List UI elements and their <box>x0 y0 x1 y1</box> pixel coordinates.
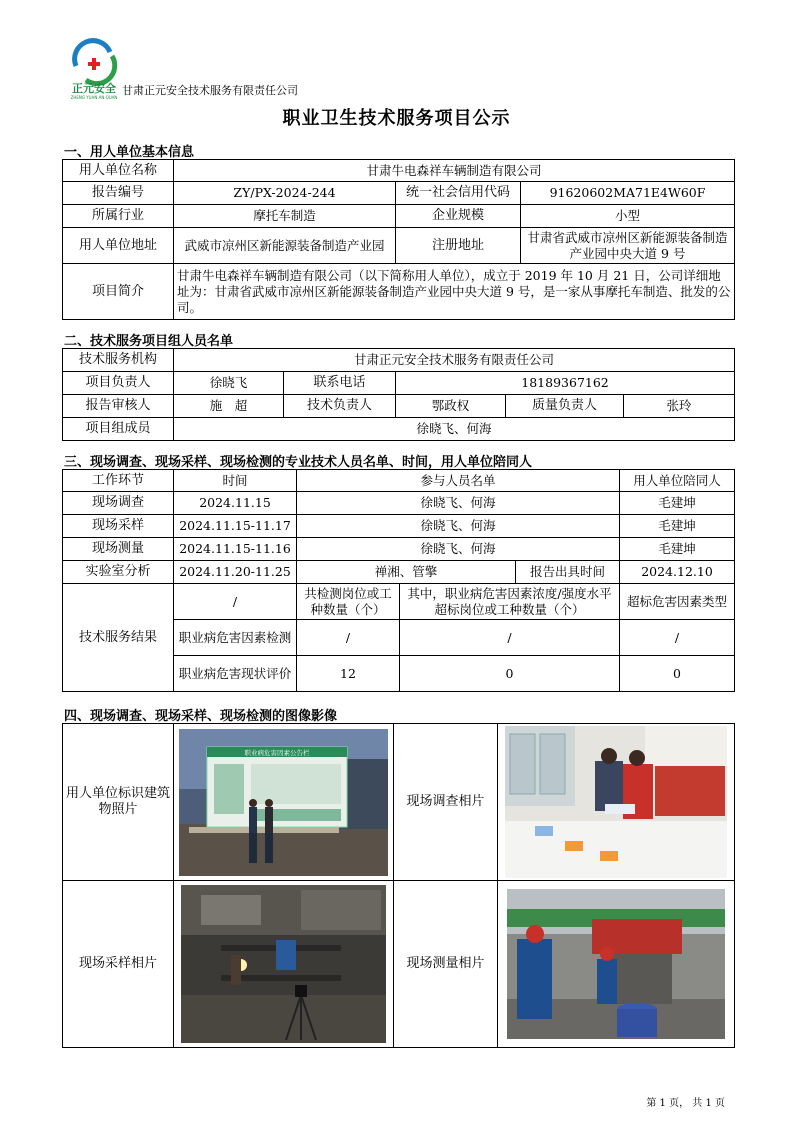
tech-lead-label: 技术负责人 <box>284 395 396 418</box>
employer-label: 用人单位名称 <box>63 160 174 182</box>
result-col1-header: 共检测岗位或工种数量（个） <box>297 584 400 620</box>
page-number: 第 1 页， 共 1 页 <box>646 1098 725 1109</box>
photo1-label: 用人单位标识建筑物照片 <box>63 724 174 881</box>
lab-stage: 实验室分析 <box>63 561 174 584</box>
photo4-label: 现场测量相片 <box>394 881 498 1048</box>
report-no-label: 报告编号 <box>63 182 174 205</box>
result-row2-col1: 12 <box>297 656 400 692</box>
result-row2-col2: 0 <box>400 656 620 692</box>
address-label: 用人单位地址 <box>63 228 174 264</box>
row-stage: 现场测量 <box>63 538 174 561</box>
members-value: 徐晓飞、何海 <box>174 418 735 441</box>
result-col2-header: 其中，职业病危害因素浓度/强度水平超标岗位或工种数量（个） <box>400 584 620 620</box>
quality-value: 张玲 <box>624 395 735 418</box>
col-stage-header: 工作环节 <box>63 470 174 492</box>
row-escort: 毛建坤 <box>620 538 735 561</box>
report-no-value: ZY/PX-2024-244 <box>174 182 396 205</box>
fieldwork-table <box>62 469 735 692</box>
row-time: 2024.11.15-11.16 <box>174 538 297 561</box>
col-escort-header: 用人单位陪同人 <box>620 470 735 492</box>
photo3-label: 现场采样相片 <box>63 881 174 1048</box>
logo-text: 正元安全 <box>72 82 116 95</box>
scale-label: 企业规模 <box>396 205 521 228</box>
intro-value: 甘肃牛电森祥车辆制造有限公司（以下简称用人单位），成立于 2019 年 10 月 21 日，公司详细地址为：甘肃省武威市凉州区新能源装备制造产业园中央大道 9 号，是一家从事摩托车制造、批发的公司。 <box>174 264 735 320</box>
agency-label: 技术服务机构 <box>63 349 174 372</box>
sampling-photo <box>181 885 386 1043</box>
result-row2-label: 职业病危害现状评价 <box>174 656 297 692</box>
col-people-header: 参与人员名单 <box>297 470 620 492</box>
employer-value: 甘肃牛电森祥车辆制造有限公司 <box>174 160 735 182</box>
table-row <box>63 515 735 538</box>
agency-value: 甘肃正元安全技术服务有限责任公司 <box>174 349 735 372</box>
section3-heading: 三、现场调查、现场采样、现场检测的专业技术人员名单、时间，用人单位陪同人 <box>64 455 533 470</box>
result-row1-col1: / <box>297 620 400 656</box>
company-name-header: 甘肃正元安全技术服务有限责任公司 <box>122 84 298 97</box>
leader-value: 徐晓飞 <box>174 372 284 395</box>
billboard-title: 职业病危害因素公告栏 <box>244 748 310 757</box>
row-time: 2024.11.15 <box>174 492 297 515</box>
credit-code-label: 统一社会信用代码 <box>396 182 521 205</box>
leader-label: 项目负责人 <box>63 372 174 395</box>
quality-label: 质量负责人 <box>506 395 624 418</box>
row-people: 徐晓飞、何海 <box>297 538 620 561</box>
report-date-label: 报告出具时间 <box>516 561 620 584</box>
logo-subtext: ZHENG YUAN AN QUAN <box>70 95 118 100</box>
industry-value: 摩托车制造 <box>174 205 396 228</box>
col-time-header: 时间 <box>174 470 297 492</box>
section4-heading: 四、现场调查、现场采样、现场检测的图像影像 <box>64 709 338 724</box>
result-label: 技术服务结果 <box>63 584 174 692</box>
photo-table <box>62 723 735 1048</box>
result-row1-col2: / <box>400 620 620 656</box>
employer-info-table <box>62 159 735 320</box>
table-row <box>63 492 735 515</box>
phone-label: 联系电话 <box>284 372 396 395</box>
lab-people: 禅湘、管擎 <box>297 561 516 584</box>
result-row2-col3: 0 <box>620 656 735 692</box>
photo2-label: 现场调查相片 <box>394 724 498 881</box>
section2-heading: 二、技术服务项目组人员名单 <box>64 334 234 349</box>
reg-address-value: 甘肃省武威市凉州区新能源装备制造产业园中央大道 9 号 <box>521 228 735 264</box>
reg-address-label: 注册地址 <box>396 228 521 264</box>
scale-value: 小型 <box>521 205 735 228</box>
report-date-value: 2024.12.10 <box>620 561 735 584</box>
table-row <box>63 538 735 561</box>
credit-code-value: 91620602MA71E4W60F <box>521 182 735 205</box>
result-row1-label: 职业病危害因素检测 <box>174 620 297 656</box>
tech-lead-value: 鄂政权 <box>396 395 506 418</box>
industry-label: 所属行业 <box>63 205 174 228</box>
site-survey-photo <box>505 726 727 878</box>
row-people: 徐晓飞、何海 <box>297 492 620 515</box>
phone-value: 18189367162 <box>396 372 735 395</box>
section1-heading: 一、用人单位基本信息 <box>64 145 195 160</box>
row-stage: 现场采样 <box>63 515 174 538</box>
result-slash: / <box>174 584 297 620</box>
measurement-photo <box>507 889 725 1039</box>
result-row1-col3: / <box>620 620 735 656</box>
lab-time: 2024.11.20-11.25 <box>174 561 297 584</box>
row-people: 徐晓飞、何海 <box>297 515 620 538</box>
intro-label: 项目简介 <box>63 264 174 320</box>
company-logo <box>66 36 122 100</box>
row-escort: 毛建坤 <box>620 515 735 538</box>
reviewer-value: 施 超 <box>174 395 284 418</box>
page-title: 职业卫生技术服务项目公示 <box>282 108 511 129</box>
team-table <box>62 348 735 441</box>
address-value: 武威市凉州区新能源装备制造产业园 <box>174 228 396 264</box>
row-escort: 毛建坤 <box>620 492 735 515</box>
reviewer-label: 报告审核人 <box>63 395 174 418</box>
result-col3-header: 超标危害因素类型 <box>620 584 735 620</box>
row-stage: 现场调查 <box>63 492 174 515</box>
row-time: 2024.11.15-11.17 <box>174 515 297 538</box>
building-signage-photo <box>179 729 388 876</box>
members-label: 项目组成员 <box>63 418 174 441</box>
